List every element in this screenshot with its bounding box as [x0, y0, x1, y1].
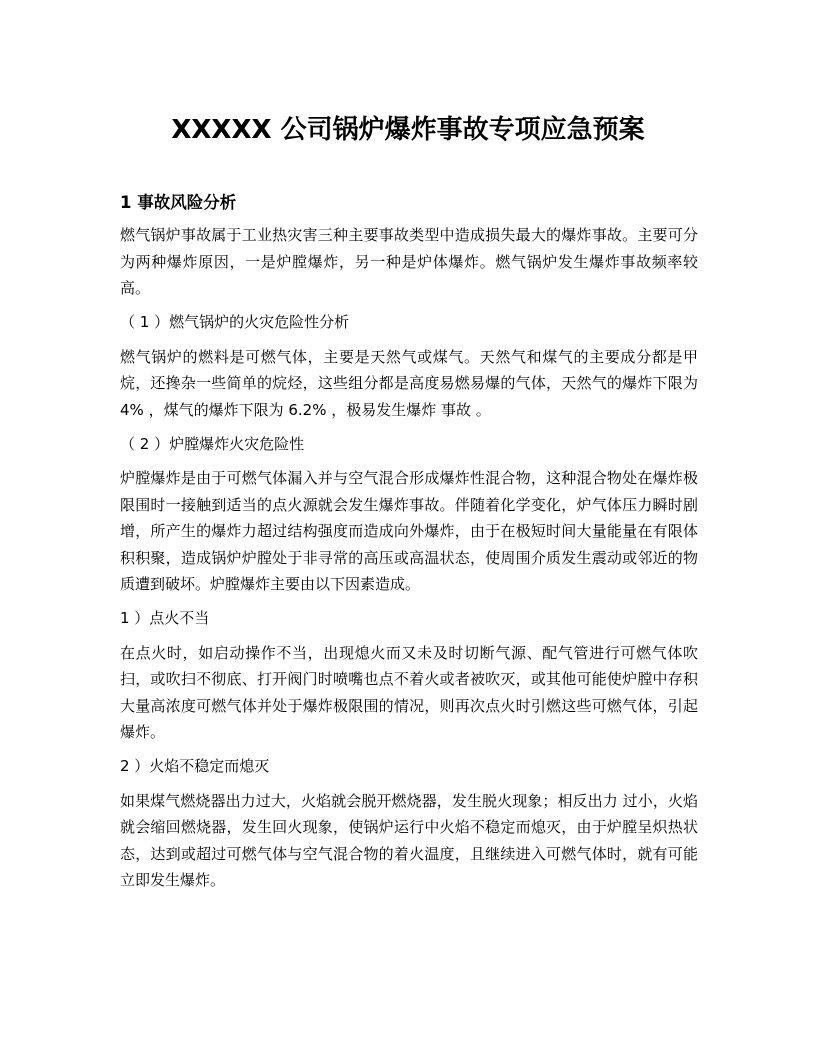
item-paragraph-1: 在点火时，如启动操作不当，出现熄火而又未及时切断气源、配气管进行可燃气体吹扫，或吹扫不彻底、打开阀门时喷嘴也点不着火或者被吹灭，或其他可能使炉膛中存积大量高浓度可燃气体并处于爆炸极限围的情况，则再次点火时引燃这些可燃气体，引起爆炸。: [120, 643, 698, 741]
item-paragraph-2: 如果煤气燃烧器出力过大，火焰就会脱开燃烧器，发生脱火现象；相反出力 过小，火焰就会缩回燃烧器，发生回火现象，使锅炉运行中火焰不稳定而熄灭，由于炉膛呈炽热状态，达到或超过可燃气体与空气混合物的着火温度，且继续进入可燃气体时，就有可能立即发生爆炸。: [120, 791, 698, 889]
subsection-heading-2: （ 2 ）炉膛爆炸火灾危险性: [120, 434, 305, 453]
subsection-paragraph-2: 炉膛爆炸是由于可燃气体漏入并与空气混合形成爆炸性混合物，这种混合物处在爆炸极限围时一接触到适当的点火源就会发生爆炸事故。伴随着化学变化，炉气体压力瞬时剧增，所产生的爆炸力超过结构强度而造成向外爆炸，由于在极短时间大量能量在有限体积积聚，造成锅炉炉膛处于非寻常的高压或高温状态，使周围介质发生震动或邻近的物质遭到破坏。炉膛爆炸主要由以下因素造成。: [120, 469, 698, 593]
subsection-paragraph-1: 燃气锅炉的燃料是可燃气体，主要是天然气或煤气。天然气和煤气的主要成分都是甲烷，还搀杂一些简单的烷烃，这些组分都是高度易燃易爆的气体，天然气的爆炸下限为 4% ，煤气的爆炸下限为 6.2% ，极易发生爆炸 事故 。: [120, 347, 698, 419]
item-heading-2: 2 ）火焰不稳定而熄灭: [120, 757, 270, 775]
subsection-heading-1: （ 1 ）燃气锅炉的火灾危险性分析: [120, 313, 350, 331]
intro-paragraph: 燃气锅炉事故属于工业热灾害三种主要事故类型中造成损失最大的爆炸事故。主要可分为两种爆炸原因，一是炉膛爆炸，另一种是炉体爆炸。燃气锅炉发生爆炸事故频率较高。: [120, 226, 698, 297]
item-heading-1: 1 ）点火不当: [120, 609, 210, 627]
document-title: XXXXX 公司锅炉爆炸事故专项应急预案: [171, 115, 645, 145]
section-heading: 1 事故风险分析: [120, 193, 237, 212]
document-body: [120, 188, 698, 901]
